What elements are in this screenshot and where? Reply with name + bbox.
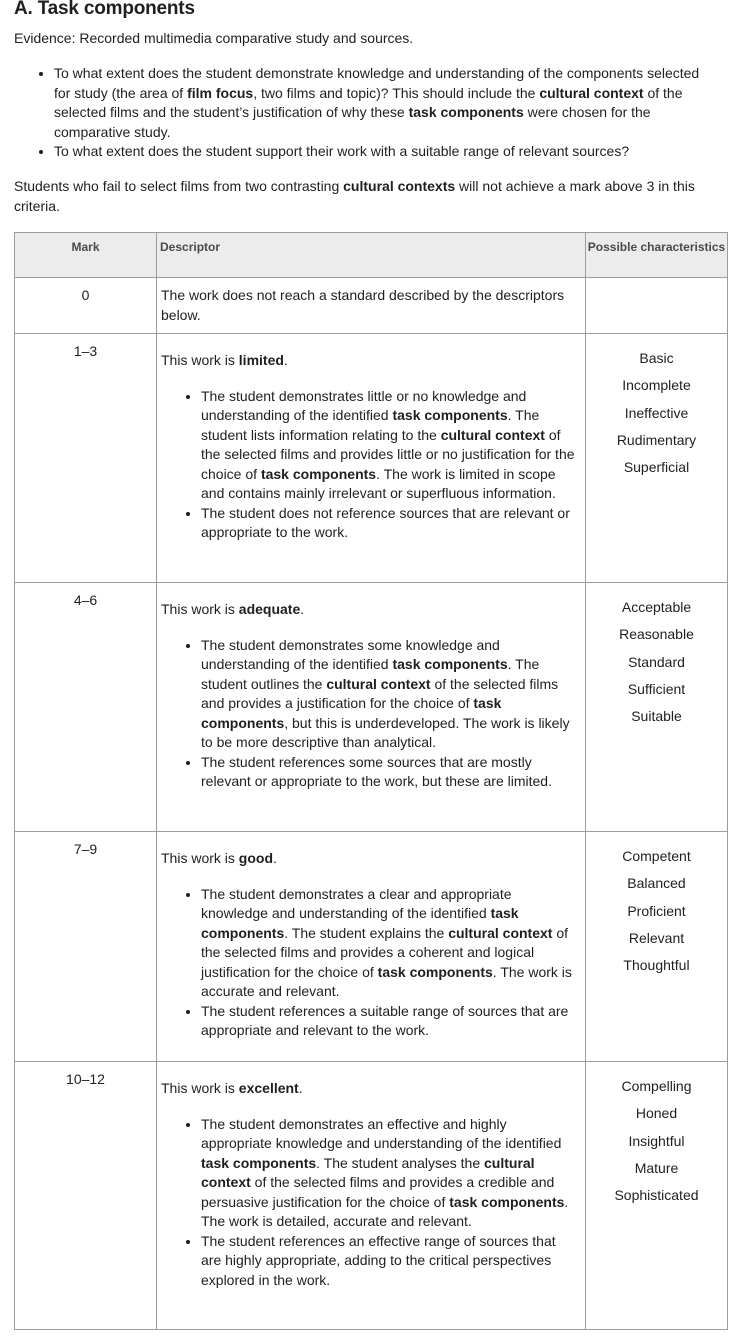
knowledge-bullet: • The student demonstrates some knowledge and understanding of the identified task components. The student outlines the cultural context of the selected films and provides a justification for the choice of task components, but this is underdeveloped. The work is likely to be more descriptive than analytical. (201, 636, 579, 753)
table-row (15, 278, 728, 334)
table-row (15, 832, 728, 1062)
characteristic-word: Relevant (628, 929, 685, 946)
characteristic-word: Proficient (627, 902, 686, 919)
page-title: A. Task components (14, 0, 195, 19)
characteristic-word: Incomplete (622, 377, 691, 394)
table-row (15, 583, 728, 832)
level-statement: This work is good. (161, 850, 277, 866)
mark-cell: 10–12 (15, 1062, 157, 1330)
level-statement: This work is excellent. (161, 1080, 303, 1096)
descriptor-bullets (161, 387, 579, 543)
characteristic-word: Compelling (621, 1078, 692, 1094)
sources-bullet: • The student references some sources that are mostly relevant or appropriate to the work, but these are limited. (201, 753, 579, 792)
header-characteristics: Possible characteristics (586, 233, 728, 278)
intro-question-sources: • To what extent does the student support their work with a suitable range of relevant sources? (54, 142, 714, 162)
mark-cell: 1–3 (15, 334, 157, 583)
contrast-note: Students who fail to select films from two contrasting cultural contexts will not achieve a mark above 3 in this criteria. (14, 178, 695, 214)
characteristics-cell (586, 334, 728, 583)
characteristics-cell (586, 832, 728, 1062)
mark-cell: 7–9 (15, 832, 157, 1062)
descriptor-cell (157, 334, 586, 583)
descriptor-cell: The work does not reach a standard described by the descriptors below. (157, 278, 586, 334)
header-descriptor: Descriptor (157, 233, 586, 278)
characteristic-word: Sufficient (627, 680, 686, 697)
characteristics-cell (586, 1062, 728, 1330)
characteristics-cell (586, 278, 728, 334)
mark-cell: 4–6 (15, 583, 157, 832)
sources-bullet: • The student references an effective range of sources that are highly appropriate, adding to the critical perspectives explored in the work. (201, 1232, 579, 1291)
characteristic-word: Sophisticated (614, 1187, 699, 1204)
characteristic-word: Competent (622, 848, 691, 864)
descriptor-cell (157, 583, 586, 832)
knowledge-bullet: • The student demonstrates little or no knowledge and understanding of the identified task components. The student lists information relating to the cultural context of the selected films and provides little or no justification for the choice of task components. The work is limited in scope and contains mainly irrelevant or superfluous information. (201, 387, 579, 504)
characteristic-word: Rudimentary (616, 431, 697, 448)
characteristic-word: Balanced (627, 875, 686, 892)
sources-bullet: • The student references a suitable range of sources that are appropriate and relevant to the work. (201, 1002, 579, 1041)
evidence-line: Evidence: Recorded multimedia comparative study and sources. (14, 30, 414, 46)
descriptor-bullets (161, 885, 579, 1041)
table-row (15, 334, 728, 583)
mark-cell: 0 (15, 278, 157, 334)
rubric-header-row (15, 233, 728, 278)
characteristics-cell (586, 583, 728, 832)
descriptor-bullets (161, 1115, 579, 1291)
characteristic-word: Mature (634, 1159, 679, 1176)
knowledge-bullet: • The student demonstrates an effective and highly appropriate knowledge and understanding of the identified task components. The student analyses the cultural context of the selected films and provides a credible and persuasive justification for the choice of task components. The work is detailed, accurate and relevant. (201, 1115, 579, 1232)
characteristic-word: Thoughtful (623, 957, 690, 974)
level-statement: This work is limited. (161, 352, 288, 368)
characteristic-word: Reasonable (619, 626, 694, 643)
characteristic-word: Acceptable (621, 599, 692, 615)
characteristic-word: Suitable (631, 708, 682, 725)
characteristic-word: Honed (635, 1105, 678, 1122)
characteristic-word: Standard (628, 653, 685, 670)
rubric-table (14, 232, 728, 1330)
intro-question-knowledge: • To what extent does the student demonstrate knowledge and understanding of the components selected for study (the area of film focus, two films and topic)? This should include the cultural context of the selected films and the student’s justification of why these task components were chosen for the comparative study. (54, 64, 714, 142)
table-row (15, 1062, 728, 1330)
characteristic-word: Ineffective (624, 404, 689, 421)
descriptor-bullets (161, 636, 579, 792)
characteristic-word: Insightful (628, 1132, 685, 1149)
level-statement: This work is adequate. (161, 601, 305, 617)
knowledge-bullet: • The student demonstrates a clear and appropriate knowledge and understanding of the identified task components. The student explains the cultural context of the selected films and provides a coherent and logical justification for the choice of task components. The work is accurate and relevant. (201, 885, 579, 1002)
sources-bullet: • The student does not reference sources that are relevant or appropriate to the work. (201, 504, 579, 543)
characteristic-word: Basic (639, 350, 674, 366)
descriptor-cell (157, 1062, 586, 1330)
intro-questions (54, 64, 714, 162)
characteristic-word: Superficial (623, 459, 690, 476)
header-mark: Mark (15, 233, 157, 278)
descriptor-cell (157, 832, 586, 1062)
